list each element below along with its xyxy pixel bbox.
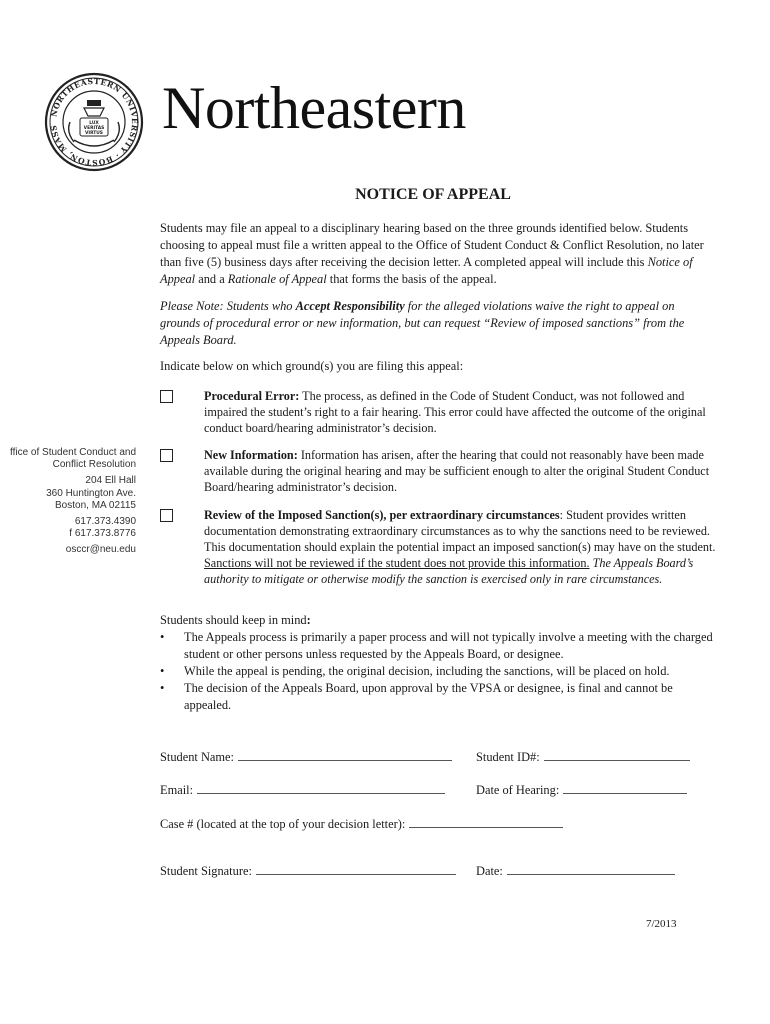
list-item: • While the appeal is pending, the original decision, including the sanctions, will be placed on hold. <box>160 664 670 678</box>
list-item: • The decision of the Appeals Board, upon approval by the VPSA or designee, is final and cannot be appealed. <box>160 681 673 712</box>
review-sanctions-checkbox[interactable] <box>160 509 173 522</box>
address-line: 360 Huntington Ave. <box>46 487 136 499</box>
email-field[interactable]: Email: <box>160 781 445 798</box>
address-line: 204 Ell Hall <box>85 475 136 487</box>
address-line: Boston, MA 02115 <box>55 499 136 511</box>
svg-text:VIRTUS: VIRTUS <box>85 131 103 136</box>
procedural-error-checkbox[interactable] <box>160 390 173 403</box>
phone-line: 617.373.4390 <box>74 516 136 528</box>
office-contact-sidebar <box>0 447 136 557</box>
date-of-hearing-field[interactable]: Date of Hearing: <box>476 781 687 798</box>
student-id-field[interactable]: Student ID#: <box>476 748 690 765</box>
new-information-checkbox[interactable] <box>160 449 173 462</box>
fax-line: f 617.373.8776 <box>69 528 136 540</box>
email-line: osccr@neu.edu <box>65 544 136 556</box>
student-name-field[interactable]: Student Name: <box>160 748 452 765</box>
svg-text:VERITAS: VERITAS <box>83 126 105 131</box>
northeastern-wordmark: Northeastern <box>162 75 466 141</box>
svg-text:NORTHEASTERN UNIVERSITY · BOST: NORTHEASTERN UNIVERSITY · BOSTON, MASS <box>49 76 140 168</box>
ground-procedural-error: Procedural Error: The process, as defined in the Code of Student Conduct, was not followed and impaired the student’s right to a fair hearing. This error could have affected the outcome of the original conduct board/hearing administrator’s decision. <box>204 389 706 435</box>
intro-paragraph: Students may file an appeal to a disciplinary hearing based on the three grounds identified below. Students choosing to appeal must file a written appeal to the Office of Student Conduct & Conflict Resolution, no later than five (5) business days after receiving the decision letter. A completed appeal will include this Notice of Appeal and a Rationale of Appeal that forms the basis of the appeal. <box>160 221 704 286</box>
note-paragraph: Please Note: Students who Accept Responsibility for the alleged violations waive the right to appeal on grounds of procedural error or new information, but can request “Review of imposed sanctions” from the Appeals Board. <box>160 299 685 347</box>
revision-date: 7/2013 <box>646 918 677 930</box>
date-field[interactable]: Date: <box>476 862 675 879</box>
student-signature-field[interactable]: Student Signature: <box>160 862 456 879</box>
case-number-field[interactable]: Case # (located at the top of your decision letter): <box>160 815 563 832</box>
keep-in-mind-section <box>160 612 716 714</box>
document-title: NOTICE OF APPEAL <box>355 186 511 203</box>
office-name-line: Conflict Resolution <box>52 459 136 471</box>
ground-new-information: New Information: Information has arisen, after the hearing that could not reasonably have been made available during the original hearing and may be sufficient enough to alter the original Student Conduct Board/hearing administrator’s decision. <box>204 448 710 494</box>
office-name-line: ffice of Student Conduct and <box>9 447 136 458</box>
keep-in-mind-heading: Students should keep in mind: <box>160 613 311 627</box>
svg-text:LUX: LUX <box>89 121 99 126</box>
ground-review-sanctions: Review of the Imposed Sanction(s), per extraordinary circumstances: Student provides written documentation demonstrating extraordinary circumstances as to why the sanctions need to be reviewed. This documentation should explain the potential impact an imposed sanction(s) may have on the student. Sanctions will not be reviewed if the student does not provide this information. The Appeals Board’s authority to mitigate or otherwise modify the sanction is exercised only in rare circumstances. <box>204 508 716 586</box>
indicate-instruction: Indicate below on which ground(s) you are filing this appeal: <box>160 359 464 373</box>
list-item: • The Appeals process is primarily a paper process and will not typically involve a meeting with the charged student or other persons unless requested by the Appeals Board, or designee. <box>160 630 713 661</box>
university-seal <box>44 72 144 172</box>
